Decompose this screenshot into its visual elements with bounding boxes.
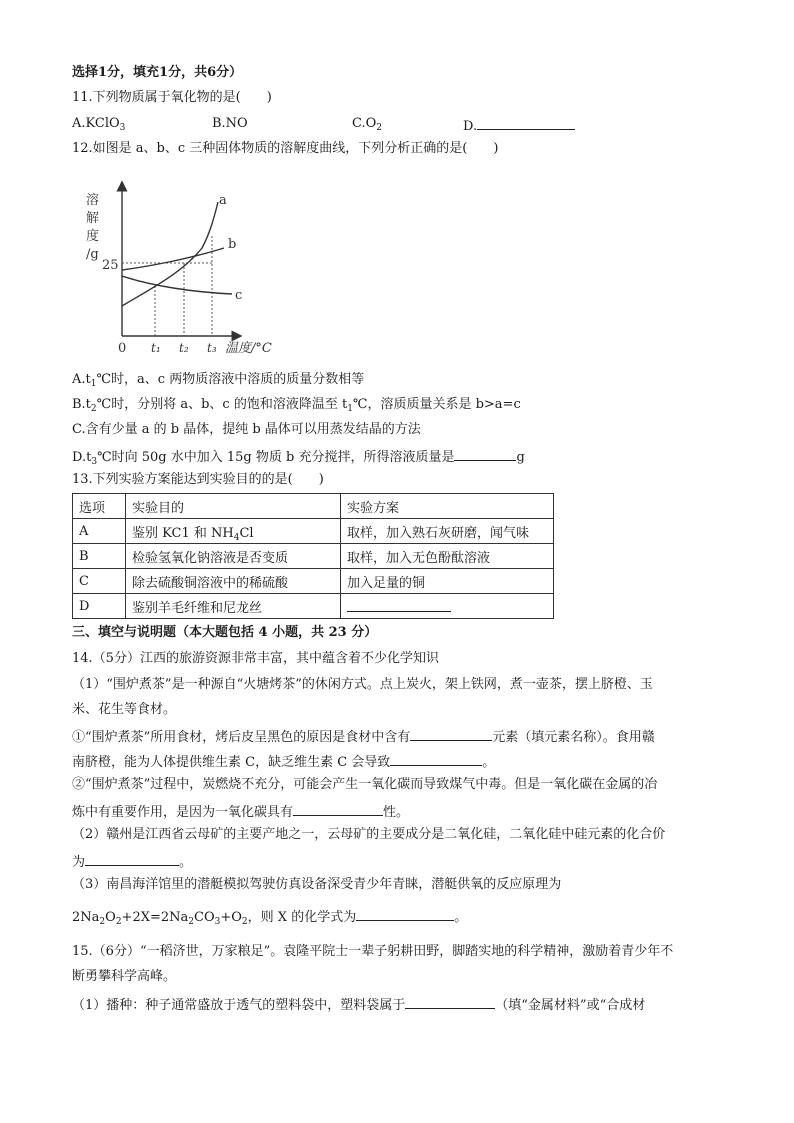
q14-part1-line1: （1）“围炉煮茶”是一种源自“火塘烤茶”的休闲方式。点上炭火，架上铁网，煮一壶茶，摆上脐橙、玉 [72, 677, 653, 692]
question-15-line1: 15.（6分）“一稻济世，万家粮足”。袁隆平院士一辈子躬耕田野，脚踏实地的科学精神，激励着青少年不 [72, 944, 674, 959]
question-14-stem: 14.（5分）江西的旅游资源非常丰富，其中蕴含着不少化学知识 [72, 651, 439, 666]
q12-option-a: $A.t_1℃$时，a、c 两物质溶液中溶质的质量分数相等 [72, 372, 365, 389]
curve-label-b: b [228, 237, 237, 252]
x-axis-label: 温度/°C [225, 341, 272, 356]
q14-c2-line1: ②“围炉煮茶”过程中，炭燃烧不充分，可能会产生一氧化碳而导致煤气中毒。但是一氧化碳在金属的冶 [72, 777, 658, 792]
q11-option-b: B.NO [212, 116, 248, 131]
y-label-1: 溶 [86, 193, 100, 208]
q11-option-d: D. [463, 115, 575, 136]
header-option: 选项 [73, 494, 126, 519]
q15-part1-line: （1）播种：种子通常盛放于透气的塑料袋中，塑料袋属于 （填“金属材料”或“合成材 [72, 994, 645, 1015]
q12-option-c: C.含有少量 a 的 b 晶体，提纯 b 晶体可以用蒸发结晶的方法 [72, 422, 421, 437]
q13-table [72, 493, 554, 619]
q11-option-c: $C.O_2$ [352, 116, 383, 133]
header-plan: 实验方案 [341, 494, 554, 519]
y-tick-25: 25 [102, 258, 119, 273]
q14-c1-line1: ①“围炉煮茶”所用食材，烤后皮呈黑色的原因是食材中含有 元素（填元素名称）。食用赣 [72, 726, 655, 747]
x-tick-t2: t₂ [179, 341, 189, 355]
table-row: B 检验氢氧化钠溶液是否变质 取样，加入无色酚酞溶液 [73, 544, 554, 569]
curve-b [122, 248, 224, 270]
y-label-4: /g [86, 247, 99, 262]
q14-c2-line2: 炼中有重要作用，是因为一氧化碳具有 性。 [72, 801, 409, 822]
section-header: 选择1分，填充1分，共6分） [72, 65, 243, 80]
q14-part1-line2: 米、花生等食材。 [72, 702, 177, 717]
question-11-stem: 11.下列物质属于氧化物的是( ) [72, 90, 272, 105]
table-row: A 鉴别 KC1 和 $NH_4Cl$ 取样，加入熟石灰研磨，闻气味 [73, 519, 554, 544]
q14-equation-line: $2Na_2O_2+2X=2Na_2CO_3+O_2$，则 X 的化学式为 。 [72, 906, 467, 927]
question-12-stem: 12.如图是 a、b、c 三种固体物质的溶解度曲线，下列分析正确的是( ) [72, 141, 499, 156]
table-row: C 除去硫酸铜溶液中的稀硫酸 加入足量的铜 [73, 569, 554, 594]
table-row: D 鉴别羊毛纤维和尼龙丝 [73, 594, 554, 619]
curve-c [122, 276, 232, 294]
origin-label: 0 [118, 341, 127, 356]
q12-option-b: $B.t_2℃$时，分别将 a、b、c 的饱和溶液降温至 $t_1℃$，溶质质量关系是 b>a=c [72, 397, 521, 414]
question-15-line2: 断勇攀科学高峰。 [72, 969, 177, 984]
x-tick-t1: t₁ [151, 341, 161, 355]
y-label-3: 度 [86, 229, 100, 244]
section-3-title: 三、填空与说明题（本大题包括 4 小题，共 23 分） [72, 625, 378, 640]
q14-part2-line2: 为 。 [72, 851, 192, 872]
q14-part2-line1: （2）赣州是江西省云母矿的主要产地之一，云母矿的主要成分是二氧化硅，二氧化硅中硅元素的化合价 [72, 827, 666, 842]
curve-label-a: a [219, 193, 227, 208]
solubility-curve-graph [72, 178, 292, 358]
x-tick-t3: t₃ [207, 341, 217, 355]
q11-option-a: A.KClO$_3$ [72, 116, 126, 133]
table-header-row [73, 494, 554, 519]
curve-label-c: c [235, 288, 243, 303]
y-label-2: 解 [86, 211, 100, 226]
q12-option-d: $D.t_3℃$时向 50g 水中加入 15g 物质 b 充分搅拌，所得溶液质量是 g [72, 446, 525, 467]
q14-c1-line2: 南脐橙，能为人体提供维生素 C，缺乏维生素 C 会导致 。 [72, 751, 495, 772]
q14-part3-line1: （3）南昌海洋馆里的潜艇模拟驾驶仿真设备深受青少年青睐，潜艇供氧的反应原理为 [72, 877, 562, 892]
header-goal: 实验目的 [126, 494, 341, 519]
question-13-stem: 13.下列实验方案能达到实验目的的是( ) [72, 472, 324, 487]
